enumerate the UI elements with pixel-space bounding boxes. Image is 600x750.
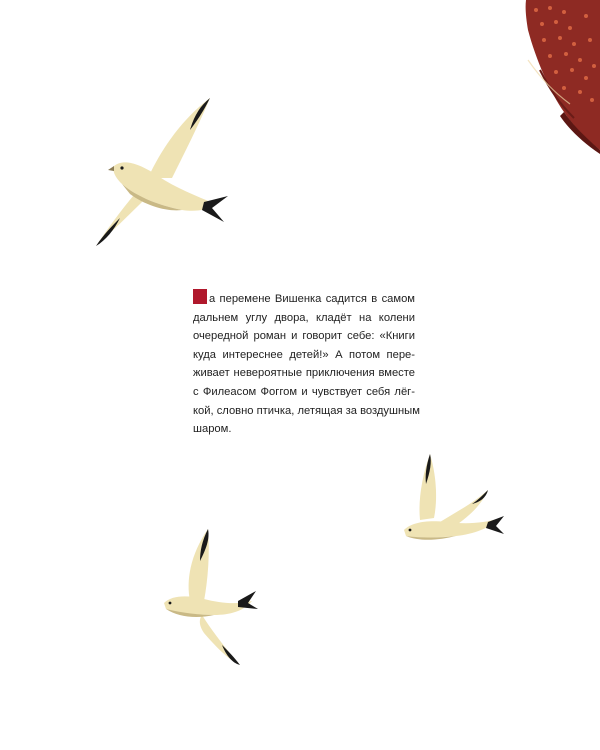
story-line: очередной роман и говорит себе: «Книги <box>193 330 415 343</box>
story-line: а перемене Вишенка садится в самом <box>193 289 415 309</box>
drop-cap <box>193 289 207 304</box>
story-line: дальнем углу двора, кладёт на колени <box>193 311 415 324</box>
story-line: куда интереснее детей!» А потом пере- <box>193 348 415 361</box>
story-line: живает невероятные приключения вместе <box>193 367 415 380</box>
story-line: шаром. <box>193 423 232 436</box>
balloon-illustration <box>520 0 600 160</box>
story-line: с Филеасом Фоггом и чувствует себя лёг- <box>193 385 415 398</box>
story-line: кой, словно птичка, летящая за воздушным <box>193 404 420 417</box>
story-paragraph <box>193 289 420 439</box>
swallow-bird-illustration <box>160 525 258 667</box>
swallow-bird-illustration <box>92 92 228 252</box>
swallow-bird-illustration <box>400 450 504 542</box>
